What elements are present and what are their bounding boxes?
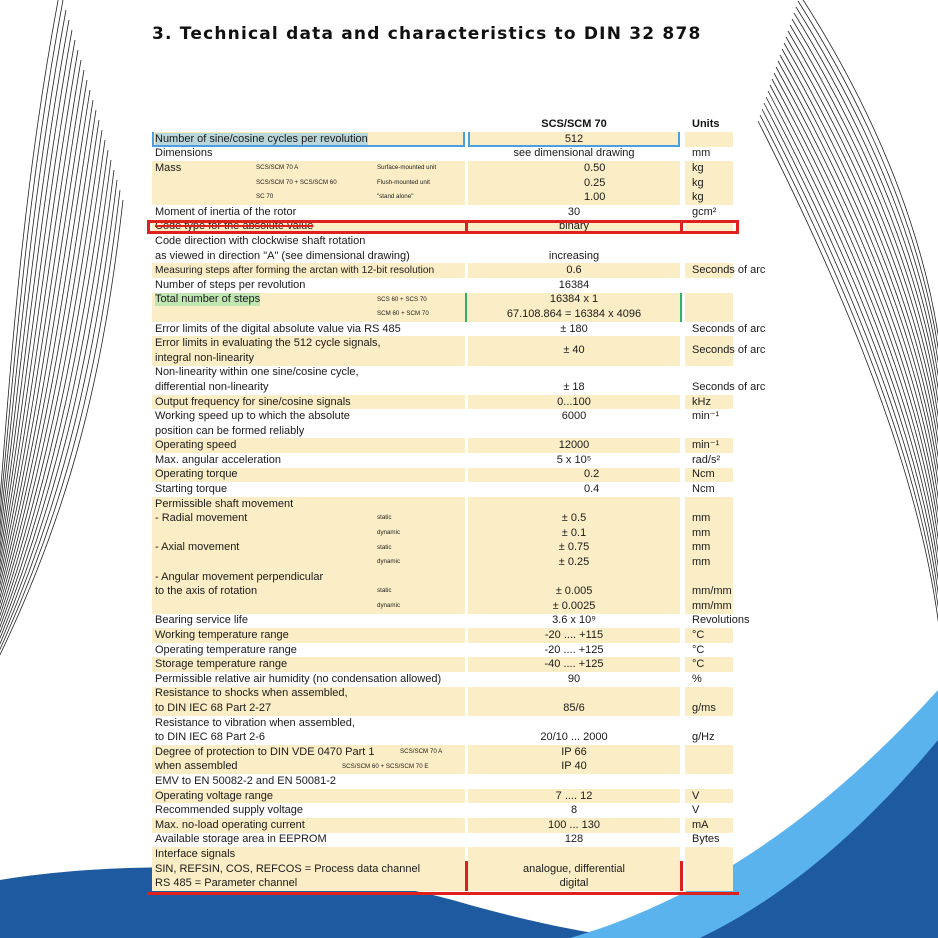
row-cell	[685, 293, 733, 322]
row-unit: Revolutions	[692, 614, 750, 627]
row-label: SIN, REFSIN, COS, REFCOS = Process data channel	[155, 862, 421, 875]
row-value: -40 .... +125	[544, 658, 604, 671]
table-row	[152, 336, 766, 365]
row-label: Moment of inertia of the rotor	[155, 205, 297, 218]
red-separator	[680, 861, 683, 891]
row-value: 512	[564, 132, 584, 145]
table-row	[152, 847, 733, 891]
row-cell	[468, 468, 680, 483]
row-value: 0.2	[584, 468, 600, 481]
row-cell	[468, 774, 680, 789]
table-row	[152, 745, 733, 774]
red-highlight-box	[147, 220, 739, 235]
table-row	[152, 293, 733, 322]
variant-label: SC 70	[256, 193, 274, 201]
table-row	[152, 628, 733, 643]
row-unit: mm	[692, 512, 711, 525]
row-value: see dimensional drawing	[513, 147, 635, 160]
row-label: - Angular movement perpendicular	[155, 570, 324, 583]
row-cell	[468, 161, 680, 205]
row-unit: mm	[692, 556, 711, 569]
row-label: Permissible shaft movement	[155, 497, 294, 510]
row-label: differential non-linearity	[155, 380, 269, 393]
mount-type-label: "stand alone"	[377, 193, 414, 201]
table-row	[152, 643, 733, 658]
row-value: 0.4	[584, 483, 600, 496]
row-label: Operating speed	[155, 439, 237, 452]
row-label: Mass	[155, 161, 182, 174]
table-row	[152, 161, 733, 205]
row-unit: %	[692, 672, 702, 685]
row-unit: mm/mm	[692, 599, 732, 612]
row-label: when assembled	[155, 760, 238, 773]
table-row	[152, 833, 733, 848]
row-value: 85/6	[563, 702, 585, 715]
variant-label: SCS/SCM 70 + SCS/SCM 60	[256, 178, 337, 186]
load-type-label: dynamic	[377, 529, 401, 537]
row-unit: Ncm	[692, 468, 715, 481]
variant-label: SCS/SCM 70 A	[400, 748, 443, 755]
table-row	[152, 366, 766, 395]
decorative-line	[766, 97, 938, 658]
row-value: 20/10 ... 2000	[540, 731, 608, 744]
row-unit: °C	[692, 629, 705, 642]
row-label: Output frequency for sine/cosine signals	[155, 395, 351, 408]
row-value: 100 ... 130	[548, 818, 600, 831]
row-value: 16384 x 1	[549, 293, 599, 306]
table-row	[152, 818, 733, 833]
row-value: -20 .... +115	[544, 629, 604, 642]
table-row	[152, 774, 733, 789]
row-value: ± 0.005	[555, 585, 593, 598]
red-separator	[465, 220, 468, 235]
row-value: binary	[559, 220, 589, 233]
row-cell	[685, 278, 733, 293]
table-row	[152, 263, 766, 278]
table-row	[152, 497, 733, 614]
row-value: 6000	[561, 410, 587, 423]
row-label: Error limits in evaluating the 512 cycle signals,	[155, 337, 381, 350]
row-label: Error limits of the digital absolute value via RS 485	[155, 322, 401, 335]
mount-type-label: Flush-mounted unit	[377, 178, 430, 186]
row-label: Storage temperature range	[155, 658, 288, 671]
page-title: 3. Technical data and characteristics to DIN 32 878	[152, 24, 702, 44]
decorative-line	[774, 73, 938, 602]
row-value: 7 .... 12	[555, 789, 593, 802]
blue-highlight-box	[152, 132, 465, 147]
row-unit: mm/mm	[692, 585, 732, 598]
row-label: to DIN IEC 68 Part 2-27	[155, 702, 272, 715]
table-row	[152, 234, 733, 263]
variant-label: SCS 60 + SCS 70	[377, 295, 427, 303]
decorative-line	[762, 109, 938, 686]
row-label: Starting torque	[155, 483, 228, 496]
decorative-line	[776, 67, 938, 588]
units-column-header: Units	[692, 118, 720, 130]
mount-type-label: Surface-mounted unit	[377, 164, 437, 172]
row-unit: rad/s²	[692, 453, 721, 466]
row-unit: Seconds of arc	[692, 380, 766, 393]
row-cell	[685, 774, 733, 789]
row-label: Number of sine/cosine cycles per revolution	[155, 132, 368, 145]
row-value: 0.6	[566, 264, 582, 277]
row-unit: g/ms	[692, 702, 716, 715]
row-cell	[685, 132, 733, 147]
row-unit: Bytes	[692, 833, 720, 846]
row-label: as viewed in direction "A" (see dimensional drawing)	[155, 249, 410, 262]
row-unit: min⁻¹	[692, 410, 720, 423]
row-label: Permissible relative air humidity (no condensation allowed)	[155, 672, 442, 685]
row-unit: °C	[692, 658, 705, 671]
red-separator	[680, 220, 683, 235]
green-separator	[680, 293, 682, 322]
row-unit: Ncm	[692, 483, 715, 496]
row-value: 0.50	[584, 161, 606, 174]
load-type-label: static	[377, 514, 392, 522]
table-row	[152, 453, 733, 468]
row-label: to the axis of rotation	[155, 585, 258, 598]
row-value: 90	[567, 672, 581, 685]
row-label: Recommended supply voltage	[155, 804, 303, 817]
row-cell	[685, 745, 733, 774]
row-label: Operating voltage range	[155, 789, 274, 802]
table-row	[152, 438, 733, 453]
table-row	[152, 278, 733, 293]
row-label: position can be formed reliably	[155, 424, 305, 437]
row-value: digital	[559, 877, 589, 890]
variant-label: SCS/SCM 60 + SCS/SCM 70 E	[342, 762, 429, 770]
row-value: 3.6 x 10⁹	[552, 614, 596, 627]
row-unit: mm	[692, 541, 711, 554]
row-label: Total number of steps	[155, 293, 261, 306]
row-unit: °C	[692, 643, 705, 656]
row-cell	[685, 234, 733, 263]
row-label: Code type for the absolute value	[155, 220, 314, 233]
row-value: 16384	[558, 278, 590, 291]
value-column-header: SCS/SCM 70	[541, 118, 607, 130]
row-label: Max. no-load operating current	[155, 818, 305, 831]
red-separator	[465, 861, 468, 891]
row-value: 5 x 10⁵	[556, 453, 592, 466]
row-value: IP 66	[561, 745, 587, 758]
row-label: Operating torque	[155, 468, 238, 481]
row-unit: mA	[692, 818, 709, 831]
table-row	[152, 803, 733, 818]
table-row	[152, 672, 733, 687]
row-value: ± 0.0025	[552, 599, 596, 612]
row-value: ± 0.25	[558, 556, 590, 569]
row-unit: kg	[692, 176, 704, 189]
row-value: ± 18	[563, 380, 585, 393]
red-bottom-line	[147, 892, 739, 895]
row-unit: Seconds of arc	[692, 322, 766, 335]
table-row	[152, 409, 733, 438]
row-label: Code direction with clockwise shaft rotation	[155, 234, 366, 247]
table-row	[152, 614, 750, 629]
table-row	[152, 132, 733, 147]
blue-highlight-box	[468, 132, 680, 147]
row-label: Operating temperature range	[155, 643, 297, 656]
table-row	[152, 205, 733, 220]
row-unit: Seconds of arc	[692, 344, 766, 357]
row-label: integral non-linearity	[155, 351, 255, 364]
decorative-line	[764, 103, 938, 672]
load-type-label: dynamic	[377, 558, 401, 566]
row-label: Number of steps per revolution	[155, 278, 306, 291]
row-unit: kg	[692, 191, 704, 204]
table-row	[152, 322, 766, 337]
row-cell	[468, 482, 680, 497]
table-row	[152, 716, 733, 745]
table-row	[152, 687, 733, 716]
decorative-line	[0, 190, 120, 660]
row-value: 30	[567, 205, 581, 218]
row-label: Available storage area in EEPROM	[155, 833, 327, 846]
decorative-line	[0, 20, 69, 575]
row-label: - Radial movement	[155, 512, 248, 525]
row-cell	[685, 847, 733, 891]
row-unit: g/Hz	[692, 731, 715, 744]
decorative-line	[772, 79, 938, 616]
row-label: Resistance to vibration when assembled,	[155, 716, 355, 729]
row-unit: kg	[692, 161, 704, 174]
row-label: Working temperature range	[155, 629, 289, 642]
row-value: 8	[570, 804, 578, 817]
row-unit: V	[692, 804, 700, 817]
row-value: increasing	[548, 249, 600, 262]
row-label: Working speed up to which the absolute	[155, 410, 350, 423]
variant-label: SCS/SCM 70 A	[256, 164, 299, 172]
decorative-line	[778, 61, 938, 574]
row-value: ± 0.75	[558, 541, 590, 554]
row-label: Dimensions	[155, 147, 213, 160]
table-row	[152, 657, 733, 672]
load-type-label: static	[377, 543, 392, 551]
row-unit: Seconds of arc	[692, 264, 766, 277]
table-row	[152, 147, 733, 162]
row-value: ± 40	[563, 344, 585, 357]
row-value: ± 0.5	[561, 512, 587, 525]
load-type-label: static	[377, 587, 392, 595]
row-label: Interface signals	[155, 847, 236, 860]
row-value: IP 40	[561, 760, 587, 773]
row-unit: mm	[692, 147, 711, 160]
decorative-line	[0, 0, 60, 560]
row-value: ± 0.1	[561, 526, 587, 539]
row-unit: V	[692, 789, 700, 802]
row-value: 128	[564, 833, 584, 846]
row-label: Bearing service life	[155, 614, 248, 627]
row-unit: mm	[692, 526, 711, 539]
row-unit: min⁻¹	[692, 439, 720, 452]
table-row	[152, 220, 733, 235]
row-label: to DIN IEC 68 Part 2-6	[155, 731, 266, 744]
row-value: 12000	[558, 439, 590, 452]
variant-label: SCM 60 + SCM 70	[377, 310, 429, 318]
row-label: - Axial movement	[155, 541, 240, 554]
row-label: EMV to EN 50082-2 and EN 50081-2	[155, 774, 337, 787]
row-value: 67.108.864 = 16384 x 4096	[506, 307, 642, 320]
decorative-line	[0, 70, 84, 600]
row-value: analogue, differential	[523, 862, 625, 875]
decorative-line	[0, 40, 75, 585]
load-type-label: dynamic	[377, 602, 401, 610]
row-label: Non-linearity within one sine/cosine cycle,	[155, 366, 359, 379]
row-label: RS 485 = Parameter channel	[155, 877, 298, 890]
row-value: -20 .... +125	[544, 643, 604, 656]
row-label: Max. angular acceleration	[155, 453, 281, 466]
row-value: 0...100	[557, 395, 591, 408]
decorative-line	[800, 0, 938, 420]
row-value: 0.25	[584, 176, 606, 189]
table-row	[152, 468, 733, 483]
row-value: ± 180	[560, 322, 588, 335]
row-unit: gcm²	[692, 205, 717, 218]
row-label: Measuring steps after forming the arctan with 12-bit resolution	[155, 265, 435, 277]
table-row	[152, 482, 733, 497]
table-row	[152, 395, 733, 410]
row-unit: kHz	[692, 395, 711, 408]
table-row	[152, 789, 733, 804]
decorative-line	[760, 115, 938, 700]
row-label: Resistance to shocks when assembled,	[155, 687, 348, 700]
row-label: Degree of protection to DIN VDE 0470 Part 1	[155, 745, 375, 758]
decorative-line	[0, 100, 93, 615]
row-value: 1.00	[584, 191, 606, 204]
decorative-line	[0, 110, 96, 620]
spec-table	[152, 132, 766, 891]
green-separator	[465, 293, 467, 322]
